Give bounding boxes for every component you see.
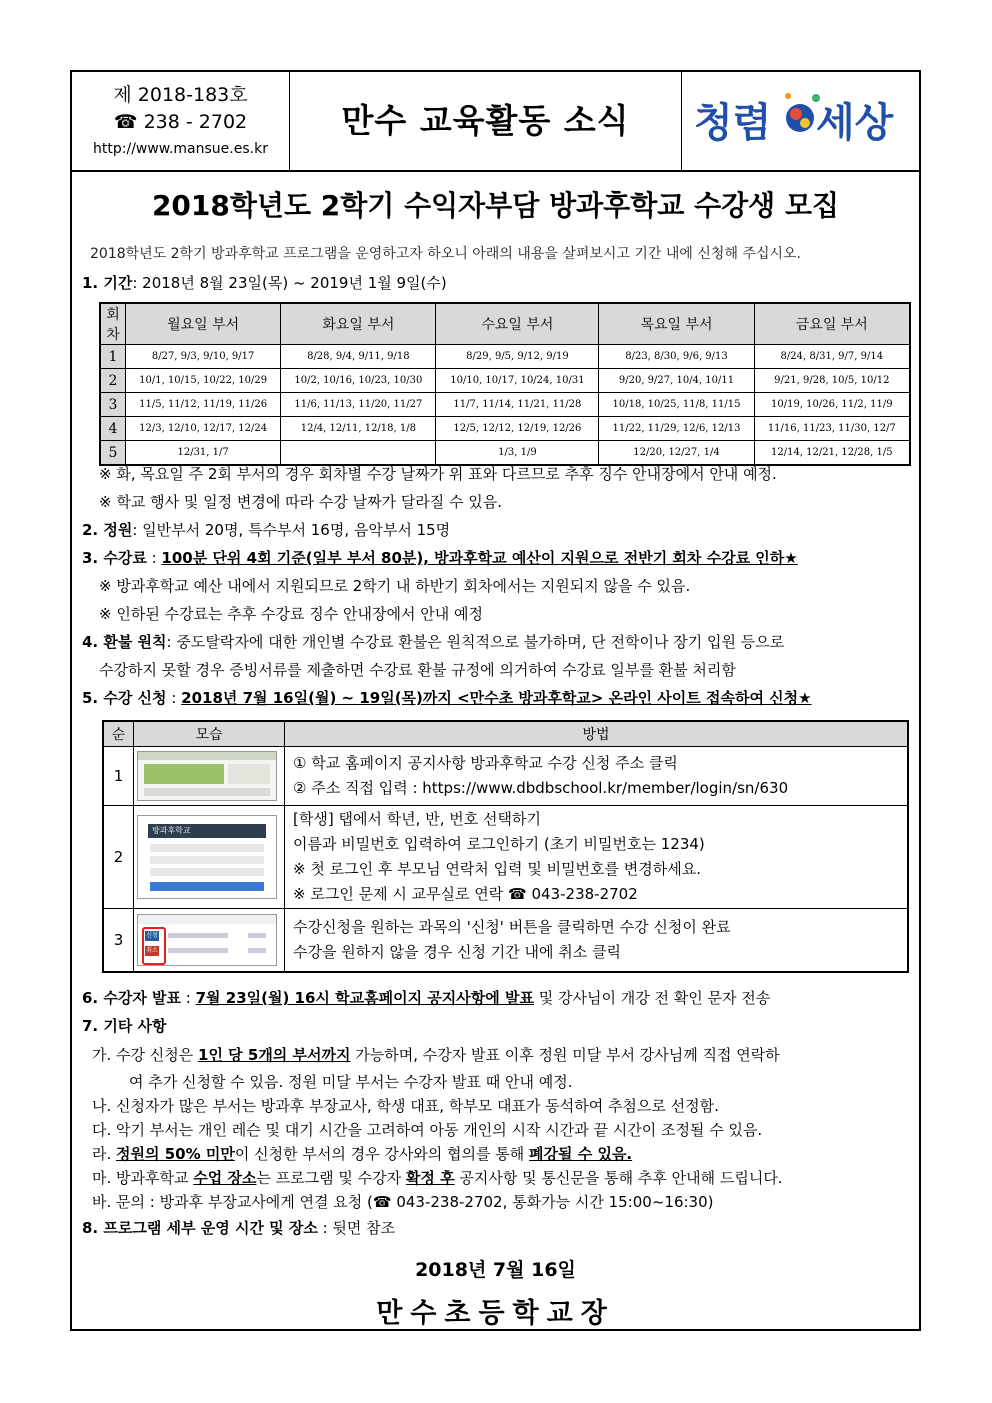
steps-header-cell: 순	[103, 721, 134, 747]
step-line: 수강신청을 원하는 과목의 '신청' 버튼을 클릭하면 수강 신청이 완료	[293, 917, 731, 936]
period-value: : 2018년 8월 23일(목) ~ 2019년 1월 9일(수)	[132, 274, 447, 292]
schedule-cell: 10/19, 10/26, 11/2, 11/9	[754, 393, 910, 417]
steps-header-row	[103, 721, 908, 747]
issue-date: 2018년 7월 16일	[415, 1259, 576, 1281]
step-line: ① 학교 홈페이지 공지사항 방과후학교 수강 신청 주소 클릭	[293, 754, 678, 772]
step-image	[134, 806, 285, 909]
schedule-header-cell: 월요일 부서	[126, 303, 281, 345]
schedule-cell: 10/18, 10/25, 11/8, 11/15	[599, 393, 754, 417]
school-principal: 만수초등학교장	[376, 1298, 615, 1329]
etc-item-ga	[92, 1044, 780, 1065]
step-description	[285, 909, 909, 972]
schedule-header-cell: 화요일 부서	[281, 303, 436, 345]
schedule-cell: 12/31, 1/7	[126, 441, 281, 466]
schedule-cell: 8/23, 8/30, 9/6, 9/13	[599, 345, 754, 369]
announce-value: 7월 23일(월) 16시 학교홈페이지 공지사항에 발표	[195, 989, 534, 1007]
step-number: 2	[103, 806, 134, 909]
login-button	[150, 882, 264, 891]
schedule-cell: 11/7, 11/14, 11/21, 11/28	[436, 393, 599, 417]
announce-label: 6. 수강자 발표	[82, 989, 182, 1007]
schedule-cell: 11/22, 11/29, 12/6, 12/13	[599, 417, 754, 441]
schedule-note-2: ※ 학교 행사 및 일정 변경에 따라 수강 날짜가 달라질 수 있음.	[99, 493, 503, 511]
etc-ra-mid: 이 신청한 부서의 경우 강사와의 협의를 통해	[234, 1145, 530, 1163]
round-number: 1	[100, 345, 126, 369]
etc-ga-emphasis: 1인 당 5개의 부서까지	[198, 1046, 351, 1064]
schedule-cell: 12/3, 12/10, 12/17, 12/24	[126, 417, 281, 441]
step-line: ② 주소 직접 입력 : https://www.dbdbschool.kr/member/login/sn/630	[293, 779, 789, 797]
schedule-cell: 11/5, 11/12, 11/19, 11/26	[126, 393, 281, 417]
announce-colon: :	[181, 989, 196, 1007]
apply-label: 5. 수강 신청	[82, 689, 167, 707]
fee-label: 3. 수강료	[82, 549, 147, 567]
step-line: ※ 첫 로그인 후 부모님 연락처 입력 및 비밀번호를 변경하세요.	[293, 860, 702, 878]
svg-text:세상: 세상	[816, 100, 894, 146]
issue-number: 제 2018-183호	[113, 84, 248, 106]
round-number: 3	[100, 393, 126, 417]
fee-note-1: ※ 방과후학교 예산 내에서 지원되므로 2학기 내 하반기 회차에서는 지원되지 않을 수 있음.	[99, 577, 691, 595]
refund-line	[82, 631, 784, 652]
schedule-cell: 12/20, 12/27, 1/4	[599, 441, 754, 466]
schedule-header-cell: 금요일 부서	[754, 303, 910, 345]
etc-item-ga-cont: 여 추가 신청할 수 있음. 정원 미달 부서는 수강자 발표 때 안내 예정.	[129, 1073, 573, 1091]
etc-item-ba: 바. 문의 : 방과후 부장교사에게 연결 요청 (☎ 043-238-2702, 통화가능 시간 15:00~16:30)	[92, 1193, 714, 1211]
intro-text: 2018학년도 2학기 방과후학교 프로그램을 운영하고자 하오니 아래의 내용을 살펴보시고 기간 내에 신청해 주십시오.	[90, 246, 801, 262]
apply-value: 2018년 7월 16일(월) ~ 19일(목)까지 <만수초 방과후학교> 온라인 사이트 접속하여 신청★	[181, 689, 812, 707]
etc-item-ma	[92, 1167, 783, 1188]
etc-ga-post: 가능하며, 수강자 발표 이후 정원 미달 부서 강사님께 직접 연락하	[350, 1046, 780, 1064]
etc-ma-mid: 는 프로그램 및 수강자	[256, 1169, 406, 1187]
step-number: 1	[103, 747, 134, 806]
schedule-cell: 8/28, 9/4, 9/11, 9/18	[281, 345, 436, 369]
schedule-cell: 9/20, 9/27, 10/4, 10/11	[599, 369, 754, 393]
step-line: 이름과 비밀번호 입력하여 로그인하기 (초기 비밀번호는 1234)	[293, 835, 705, 853]
schedule-header-cell: 목요일 부서	[599, 303, 754, 345]
homepage-screenshot	[137, 751, 277, 801]
newsletter-header	[72, 72, 919, 172]
schedule-note-1: ※ 화, 목요일 주 2회 부서의 경우 회차별 수강 날짜가 위 표와 다르므로 추후 징수 안내장에서 안내 예정.	[99, 465, 777, 483]
schedule-cell: 8/24, 8/31, 9/7, 9/14	[754, 345, 910, 369]
step-description	[285, 747, 909, 806]
newsletter-title-box	[290, 72, 682, 170]
course-list-screenshot	[137, 914, 277, 966]
phone-number: ☎ 238 - 2702	[113, 111, 248, 133]
schedule-header-row	[100, 303, 910, 345]
etc-ra-bold: 정원의 50% 미만	[116, 1145, 235, 1163]
capacity-value: : 일반부서 20명, 특수부서 16명, 음악부서 15명	[132, 521, 451, 539]
step-line: 수강을 원하지 않을 경우 신청 기간 내에 취소 클릭	[293, 942, 621, 961]
steps-header-cell: 방법	[285, 721, 909, 747]
program-value: : 뒷면 참조	[317, 1219, 396, 1237]
issue-info	[72, 72, 290, 170]
refund-value: : 중도탈락자에 대한 개인별 수강료 환불은 원칙적으로 불가하며, 단 전학이나 장기 입원 등으로	[166, 633, 785, 651]
step-number: 3	[103, 909, 134, 972]
table-row	[100, 417, 910, 441]
program-label: 8. 프로그램 세부 운영 시간 및 장소	[82, 1219, 318, 1237]
round-number: 5	[100, 441, 126, 466]
table-row	[103, 806, 908, 909]
table-row	[100, 345, 910, 369]
period-label: 1. 기간	[82, 274, 133, 292]
integrity-logo-graphic	[692, 84, 907, 156]
round-number: 4	[100, 417, 126, 441]
fee-note-2: ※ 인하된 수강료는 추후 수강료 징수 안내장에서 안내 예정	[99, 605, 483, 623]
period-line	[82, 272, 447, 293]
schedule-cell	[281, 441, 436, 466]
step-line: ※ 로그인 문제 시 교무실로 연락 ☎ 043-238-2702	[293, 885, 638, 903]
etc-ma-emphasis-2: 확정 후	[405, 1169, 455, 1187]
schedule-cell: 12/4, 12/11, 12/18, 1/8	[281, 417, 436, 441]
apply-steps-table	[102, 720, 909, 973]
step-line: [학생] 탭에서 학년, 반, 번호 선택하기	[293, 810, 541, 828]
refund-line-2: 수강하지 못할 경우 증빙서류를 제출하면 수강료 환불 규정에 의거하여 수강료 일부를 환불 처리함	[99, 661, 736, 679]
schedule-table	[99, 302, 911, 466]
etc-item-ra	[92, 1143, 632, 1164]
schedule-header-cell: 수요일 부서	[436, 303, 599, 345]
announce-rest: 및 강사님이 개강 전 확인 문자 전송	[533, 989, 771, 1007]
schedule-cell: 11/16, 11/23, 11/30, 12/7	[754, 417, 910, 441]
etc-item-da: 다. 악기 부서는 개인 레슨 및 대기 시간을 고려하여 아동 개인의 시작 시간과 끝 시간이 조정될 수 있음.	[92, 1121, 763, 1139]
steps-header-cell: 모습	[134, 721, 285, 747]
refund-label: 4. 환불 원칙	[82, 633, 167, 651]
table-row	[103, 909, 908, 972]
schedule-cell: 9/21, 9/28, 10/5, 10/12	[754, 369, 910, 393]
apply-button-thumb: 신청	[146, 931, 158, 939]
schedule-cell: 10/1, 10/15, 10/22, 10/29	[126, 369, 281, 393]
schedule-cell: 1/3, 1/9	[436, 441, 599, 466]
schedule-cell: 12/5, 12/12, 12/19, 12/26	[436, 417, 599, 441]
program-line	[82, 1217, 395, 1238]
schedule-cell: 8/27, 9/3, 9/10, 9/17	[126, 345, 281, 369]
document-frame	[70, 70, 921, 1331]
announce-line	[82, 987, 770, 1008]
schedule-cell: 10/2, 10/16, 10/23, 10/30	[281, 369, 436, 393]
school-url[interactable]: http://www.mansue.es.kr	[93, 141, 268, 157]
etc-ra-emphasis: 폐강될 수 있음.	[529, 1145, 633, 1163]
schedule-header-cell: 회차	[100, 303, 126, 345]
schedule-cell: 8/29, 9/5, 9/12, 9/19	[436, 345, 599, 369]
etc-ma-post: 공지사항 및 통신문을 통해 추후 안내해 드립니다.	[454, 1169, 783, 1187]
schedule-cell: 11/6, 11/13, 11/20, 11/27	[281, 393, 436, 417]
step-image	[134, 909, 285, 972]
schedule-cell: 12/14, 12/21, 12/28, 1/5	[754, 441, 910, 466]
integrity-logo	[682, 72, 919, 170]
cancel-button-thumb: 취소	[146, 946, 158, 954]
step-description	[285, 806, 909, 909]
step-image	[134, 747, 285, 806]
etc-ma-pre: 마. 방과후학교	[92, 1169, 194, 1187]
login-header-bar: 방과후학교	[148, 824, 266, 838]
table-row	[100, 369, 910, 393]
page-title: 2018학년도 2학기 수익자부담 방과후학교 수강생 모집	[151, 189, 840, 222]
etc-ma-emphasis-1: 수업 장소	[193, 1169, 257, 1187]
svg-text:청렴: 청렴	[694, 100, 772, 146]
etc-ga-pre: 가. 수강 신청은	[92, 1046, 199, 1064]
login-screenshot	[137, 815, 277, 899]
newsletter-title: 만수 교육활동 소식	[341, 101, 630, 140]
capacity-label: 2. 정원	[82, 521, 133, 539]
schedule-cell: 10/10, 10/17, 10/24, 10/31	[436, 369, 599, 393]
round-number: 2	[100, 369, 126, 393]
etc-ra-pre: 라.	[92, 1145, 117, 1163]
etc-item-na: 나. 신청자가 많은 부서는 방과후 부장교사, 학생 대표, 학부모 대표가 동석하여 추첨으로 선정함.	[92, 1097, 719, 1115]
capacity-line	[82, 519, 450, 540]
etc-label: 7. 기타 사항	[82, 1017, 167, 1035]
table-row	[103, 747, 908, 806]
table-row	[100, 441, 910, 466]
fee-value: 100분 단위 4회 기준(일부 부서 80분), 방과후학교 예산이 지원으로 전반기 회차 수강료 인하★	[161, 549, 798, 567]
apply-line: 5. 수강 신청 : 2018년 7월 16일(월) ~ 19일(목)까지 <만수초 방과후학교> 온라인 사이트 접속하여 신청★	[82, 689, 812, 707]
table-row	[100, 393, 910, 417]
fee-line: 3. 수강료 : 100분 단위 4회 기준(일부 부서 80분), 방과후학교 예산이 지원으로 전반기 회차 수강료 인하★	[82, 549, 798, 567]
